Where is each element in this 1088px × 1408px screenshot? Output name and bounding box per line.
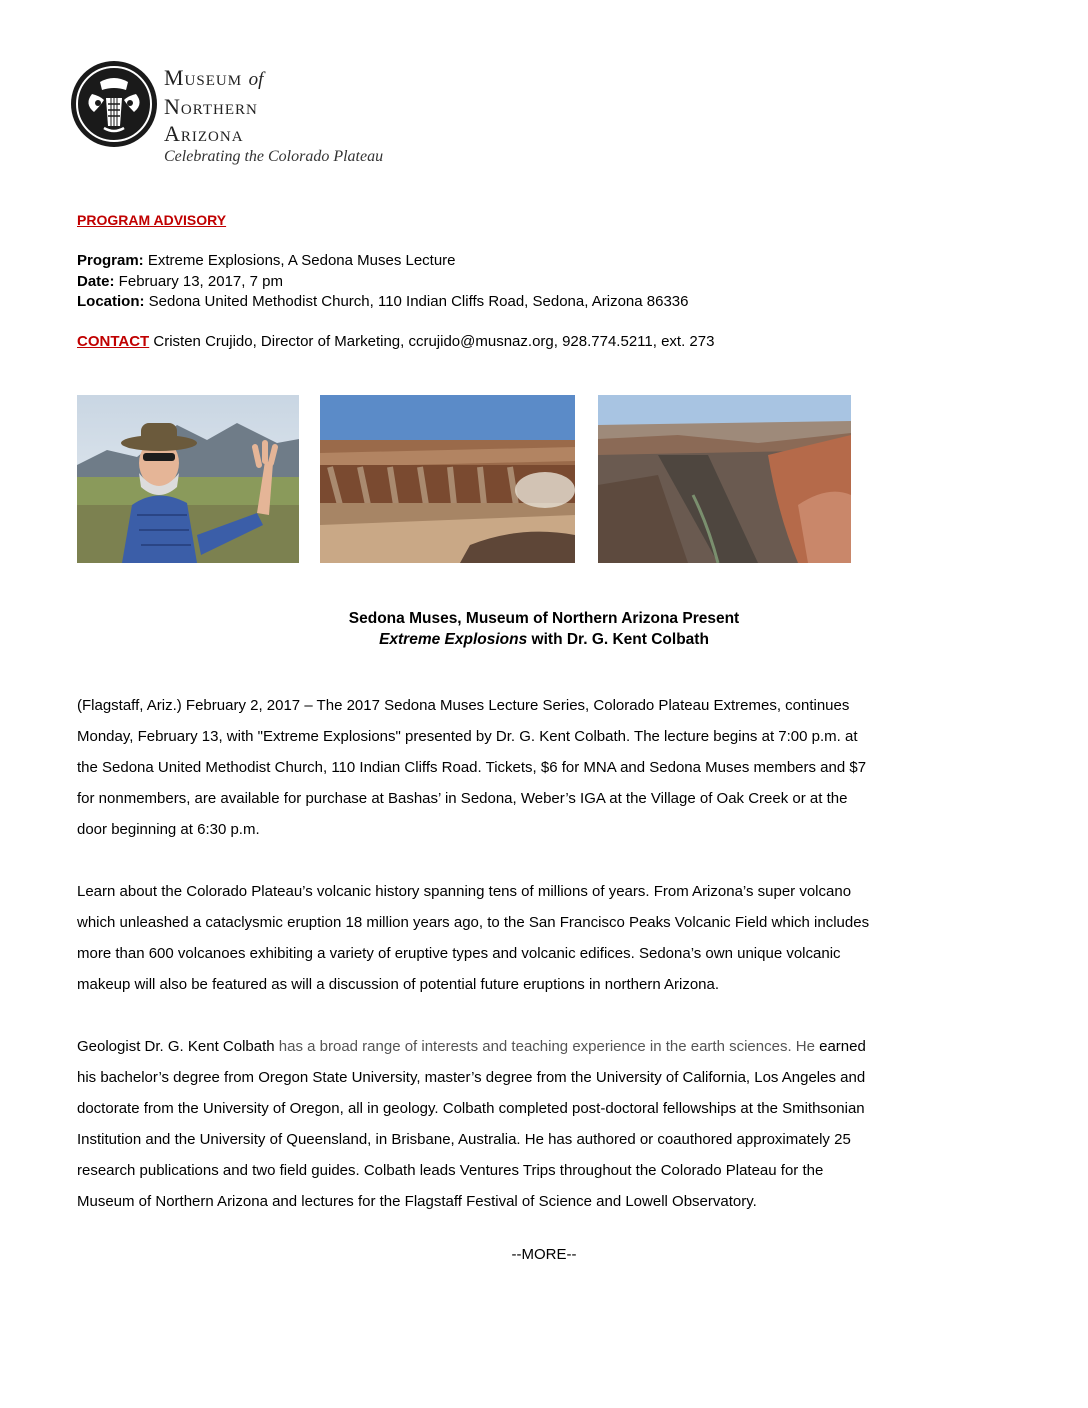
program-value: Extreme Explosions, A Sedona Muses Lecture (143, 252, 456, 269)
headline-title-italic: Extreme Explosions (379, 631, 528, 648)
paragraph-line: the Sedona United Methodist Church, 110 Indian Cliffs Road. Tickets, $6 for MNA and Sedona Muses members and $7 (77, 759, 867, 776)
paragraph-line: more than 600 volcanoes exhibiting a variety of eruptive types and volcanic edifices. Sedona’s own unique volcanic (77, 945, 841, 962)
location-row (77, 292, 688, 313)
paragraph-line: door beginning at 6:30 p.m. (77, 821, 260, 838)
paragraph-line: his bachelor’s degree from Oregon State University, master’s degree from the University of California, Los Angeles and (77, 1069, 866, 1086)
paragraph-line: Monday, February 13, with "Extreme Explosions" presented by Dr. G. Kent Colbath. The lecture begins at 7:00 p.m. at (77, 728, 858, 745)
paragraph-1 (77, 690, 1022, 845)
contact-line (77, 333, 714, 350)
headline-line2 (0, 629, 1088, 650)
paragraph-line (77, 1031, 1022, 1062)
headline-line1: Sedona Muses, Museum of Northern Arizona Present (348, 610, 740, 627)
paragraph-text: Geologist Dr. G. Kent Colbath (77, 1038, 279, 1055)
paragraph-2 (77, 876, 1022, 1000)
date-label: Date: (77, 272, 115, 290)
lecturer-photo (77, 395, 299, 563)
museum-pottery-logo-icon (70, 60, 158, 148)
museum-name-line2: Northern (164, 94, 258, 119)
location-label: Location: (77, 293, 145, 310)
paragraph-line: for nonmembers, are available for purchase at Bashas’ in Sedona, Weber’s IGA at the Village of Oak Creek or at the (77, 790, 848, 807)
program-advisory-heading: PROGRAM ADVISORY (77, 212, 227, 228)
paragraph-line: doctorate from the University of Oregon, all in geology. Colbath completed post-doctoral fellowships at the Smithsonian (77, 1100, 865, 1117)
more-indicator: --MORE-- (511, 1246, 577, 1263)
museum-tagline: Celebrating the Colorado Plateau (164, 148, 384, 165)
program-facts (77, 251, 688, 313)
museum-name-line1: Museum (164, 65, 243, 90)
paragraph-text-gray: has a broad range of interests and teaching experience in the earth sciences. He (278, 1038, 815, 1055)
article-body (77, 690, 1022, 1248)
paragraph-line: research publications and two field guides. Colbath leads Ventures Trips throughout the Colorado Plateau for the (77, 1162, 824, 1179)
paragraph-line: Museum of Northern Arizona and lectures for the Flagstaff Festival of Science and Lowell Observatory. (77, 1193, 757, 1210)
contact-label: CONTACT (77, 333, 150, 350)
museum-name-of: of (248, 69, 264, 90)
date-value: February 13, 2017, 7 pm (114, 272, 283, 290)
paragraph-line: Learn about the Colorado Plateau’s volcanic history spanning tens of millions of years. From Arizona’s super volcano (77, 883, 852, 900)
location-value: Sedona United Methodist Church, 110 Indian Cliffs Road, Sedona, Arizona 86336 (144, 293, 689, 310)
deep-canyon-photo (598, 395, 851, 563)
paragraph-3 (77, 1031, 1022, 1217)
program-label: Program: (77, 252, 144, 269)
paragraph-line: (Flagstaff, Ariz.) February 2, 2017 – The 2017 Sedona Muses Lecture Series, Colorado Plateau Extremes, continues (77, 697, 850, 714)
headline (0, 608, 1088, 650)
headline-presenter: with Dr. G. Kent Colbath (527, 631, 709, 648)
date-row (77, 272, 688, 293)
canyon-waterfall-photo (320, 395, 575, 563)
museum-name (164, 64, 263, 147)
museum-logo (70, 60, 430, 175)
program-row (77, 251, 688, 272)
paragraph-text: earned (814, 1038, 866, 1055)
paragraph-line: which unleashed a cataclysmic eruption 18 million years ago, to the San Francisco Peaks Volcanic Field which includes (77, 914, 870, 931)
paragraph-line: makeup will also be featured as will a discussion of potential future eruptions in northern Arizona. (77, 976, 720, 993)
museum-name-line3: Arizona (164, 121, 244, 146)
paragraph-line: Institution and the University of Queensland, in Brisbane, Australia. He has authored or coauthored approximately 25 (77, 1131, 851, 1148)
contact-value: Cristen Crujido, Director of Marketing, ccrujido@musnaz.org, 928.774.5211, ext. 273 (149, 333, 715, 350)
